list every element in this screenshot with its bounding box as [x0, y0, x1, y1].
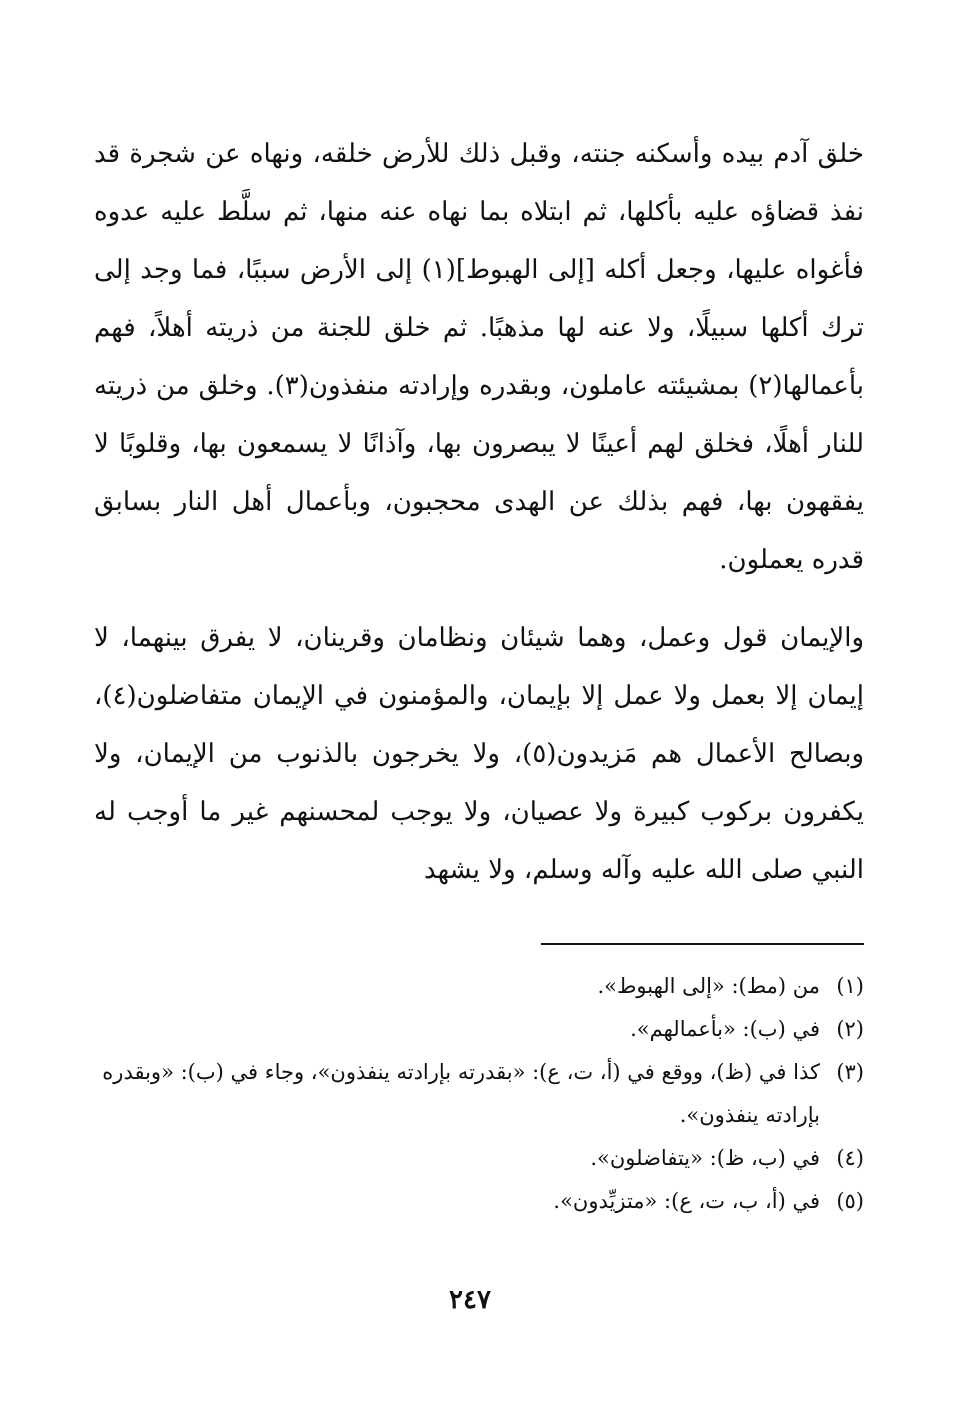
footnote-item — [89, 1180, 864, 1223]
footnote-item — [89, 1051, 864, 1137]
footnote-divider — [541, 943, 864, 945]
footnote-text: في (أ، ب، ت، ع): «متزيِّدون». — [553, 1189, 820, 1213]
footnote-text: في (ب، ظ): «يتفاضلون». — [590, 1146, 820, 1170]
footnotes — [89, 965, 864, 1223]
footnote-number: (٢) — [836, 1017, 864, 1041]
footnote-text: في (ب): «بأعمالهم». — [630, 1017, 820, 1041]
footnote-text: كذا في (ظ)، ووقع في (أ، ت، ع): «بقدرته بإرادته ينفذون»، وجاء في (ب): «وبقدره بإرادته ينفذون». — [102, 1060, 820, 1127]
main-text — [94, 125, 864, 899]
footnote-number: (١) — [836, 974, 864, 998]
body-paragraph-2: والإيمان قول وعمل، وهما شيئان ونظامان وقرينان، لا يفرق بينهما، لا إيمان إلا بعمل ولا عمل إلا بإيمان، والمؤمنون في الإيمان متفاضلون(٤)، وبصالح الأعمال هم مَزيدون(٥)، ولا يخرجون بالذنوب من الإيمان، ولا يكفرون بركوب كبيرة ولا عصيان، ولا يوجب لمحسنهم غير ما أوجب له النبي صلى الله عليه وآله وسلم، ولا يشهد — [94, 623, 865, 885]
footnote-text: من (مط): «إلى الهبوط». — [597, 974, 820, 998]
footnote-number: (٤) — [836, 1146, 864, 1170]
page-number: ٢٤٧ — [449, 1285, 491, 1315]
footnote-number: (٥) — [836, 1189, 864, 1213]
footnote-item — [89, 965, 864, 1008]
footnote-number: (٣) — [836, 1060, 864, 1084]
body-paragraph-1: خلق آدم بيده وأسكنه جنته، وقبل ذلك للأرض خلقه، ونهاه عن شجرة قد نفذ قضاؤه عليه بأكلها، ثم ابتلاه بما نهاه عنه منها، ثم سلَّط عليه عدوه فأغواه عليها، وجعل أكله [إلى الهبوط](١) إلى الأرض سببًا، فما وجد إلى ترك أكلها سبيلًا، ولا عنه لها مذهبًا. ثم خلق للجنة من ذريته أهلاً، فهم بأعمالها(٢) بمشيئته عاملون، وبقدره وإرادته منفذون(٣). وخلق من ذريته للنار أهلًا، فخلق لهم أعينًا لا يبصرون بها، وآذانًا لا يسمعون بها، وقلوبًا لا يفقهون بها، فهم بذلك عن الهدى محجبون، وبأعمال أهل النار بسابق قدره يعملون. — [94, 139, 864, 575]
footnote-item — [89, 1137, 864, 1180]
footnote-item — [89, 1008, 864, 1051]
